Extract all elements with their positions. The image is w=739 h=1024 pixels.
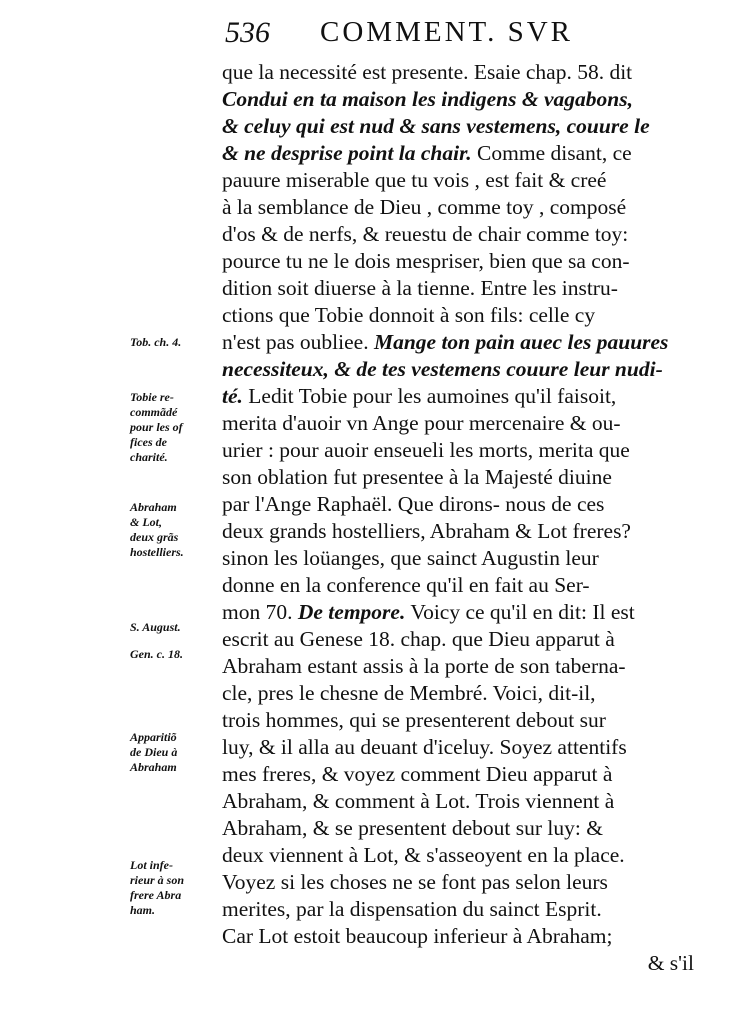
margin-note <box>130 335 222 350</box>
text-segment: Abraham estant assis à la porte de son taberna- <box>222 654 626 678</box>
text-line <box>222 437 694 464</box>
text-line <box>222 788 694 815</box>
text-segment: luy, & il alla au deuant d'iceluy. Soyez attentifs <box>222 735 627 759</box>
text-segment: mon 70. <box>222 600 298 624</box>
margin-note-line: & Lot, <box>130 515 162 529</box>
margin-note-line: de Dieu à <box>130 745 178 759</box>
italic-segment: De tempore. <box>297 600 406 624</box>
text-line <box>222 599 694 626</box>
text-segment: pauure miserable que tu vois , est fait & creé <box>222 168 607 192</box>
text-segment: dition soit diuerse à la tienne. Entre les instru- <box>222 276 618 300</box>
text-segment: Voicy ce qu'il en dit: Il est <box>405 600 635 624</box>
italic-segment: necessiteux, & de tes vestemens couure leur nudi- <box>222 357 663 381</box>
text-segment: que la necessité est presente. Esaie chap. 58. dit <box>222 60 633 84</box>
text-line <box>222 356 694 383</box>
margin-note <box>130 390 222 465</box>
catchword: & s'il <box>647 951 694 975</box>
text-segment: urier : pour auoir enseueli les morts, merita que <box>222 438 630 462</box>
text-line <box>222 869 694 896</box>
text-line <box>222 59 694 86</box>
text-line <box>222 491 694 518</box>
margin-note-line: Tob. ch. 4. <box>130 335 182 349</box>
text-line <box>222 707 694 734</box>
margin-note-line: Tobie re- <box>130 390 174 404</box>
margin-note <box>130 620 222 635</box>
text-line <box>222 410 694 437</box>
margin-note-line: frere Abra <box>130 888 182 902</box>
margin-note-line: Abraham <box>130 500 177 514</box>
running-title: COMMENT. SVR <box>320 16 573 48</box>
italic-segment: té. <box>222 384 243 408</box>
margin-note <box>130 858 222 918</box>
margin-note-line: S. August. <box>130 620 181 634</box>
text-segment: Voyez si les choses ne se font pas selon leurs <box>222 870 608 894</box>
margin-note-line: fices de <box>130 435 167 449</box>
text-segment: mes freres, & voyez comment Dieu apparut à <box>222 762 613 786</box>
text-line <box>222 194 694 221</box>
margin-note-line: charité. <box>130 450 168 464</box>
margin-note-line: Apparitiõ <box>130 730 177 744</box>
text-line <box>222 518 694 545</box>
italic-segment: & celuy qui est nud & sans vestemens, couure le <box>222 114 650 138</box>
text-line <box>222 896 694 923</box>
text-line <box>222 113 694 140</box>
margin-note-line: Abraham <box>130 760 177 774</box>
text-segment: sinon les loüanges, que sainct Augustin leur <box>222 546 599 570</box>
text-line <box>222 302 694 329</box>
text-line <box>222 680 694 707</box>
margin-note-line: ham. <box>130 903 156 917</box>
text-segment: merita d'auoir vn Ange pour mercenaire & ou- <box>222 411 621 435</box>
text-line <box>222 734 694 761</box>
text-segment: trois hommes, qui se presenterent debout sur <box>222 708 606 732</box>
margin-note <box>130 647 222 662</box>
text-line <box>222 572 694 599</box>
page-number: 536 <box>225 16 270 49</box>
text-segment: deux viennent à Lot, & s'asseoyent en la place. <box>222 843 625 867</box>
text-segment: donne en la conference qu'il en fait au Ser- <box>222 573 590 597</box>
text-line <box>222 167 694 194</box>
text-line <box>222 464 694 491</box>
text-segment: deux grands hostelliers, Abraham & Lot freres? <box>222 519 631 543</box>
margin-note <box>130 500 222 560</box>
italic-segment: & ne desprise point la chair. <box>222 141 472 165</box>
text-line <box>222 653 694 680</box>
margin-note-line: deux grãs <box>130 530 179 544</box>
italic-segment: Condui en ta maison les indigens & vagabons, <box>222 87 633 111</box>
text-segment: son oblation fut presentee à la Majesté diuine <box>222 465 612 489</box>
text-segment: Car Lot estoit beaucoup inferieur à Abraham; <box>222 924 613 948</box>
text-line <box>222 329 694 356</box>
text-segment: Comme disant, ce <box>471 141 632 165</box>
margin-note-line: pour les of <box>130 420 183 434</box>
text-segment: n'est pas oubliee. <box>222 330 374 354</box>
margin-note <box>130 730 222 775</box>
text-segment: pource tu ne le dois mespriser, bien que sa con- <box>222 249 630 273</box>
text-line <box>222 626 694 653</box>
text-line <box>222 761 694 788</box>
text-segment: à la semblance de Dieu , comme toy , composé <box>222 195 627 219</box>
text-line <box>222 383 694 410</box>
text-line <box>222 221 694 248</box>
text-segment: Abraham, & comment à Lot. Trois viennent à <box>222 789 615 813</box>
text-line <box>222 86 694 113</box>
text-line <box>222 815 694 842</box>
margin-note-line: Lot infe- <box>130 858 173 872</box>
margin-note-line: hostelliers. <box>130 545 184 559</box>
text-segment: cle, pres le chesne de Membré. Voici, dit-il, <box>222 681 596 705</box>
text-segment: escrit au Genese 18. chap. que Dieu apparut à <box>222 627 615 651</box>
text-line <box>222 842 694 869</box>
text-segment: ctions que Tobie donnoit à son fils: celle cy <box>222 303 596 327</box>
text-line <box>222 545 694 572</box>
italic-segment: Mange ton pain auec les pauures <box>373 330 669 354</box>
text-segment: merites, par la dispensation du sainct Esprit. <box>222 897 602 921</box>
text-segment: par l'Ange Raphaël. Que dirons- nous de ces <box>222 492 605 516</box>
text-segment: d'os & de nerfs, & reuestu de chair comme toy: <box>222 222 629 246</box>
text-segment: Ledit Tobie pour les aumoines qu'il faisoit, <box>242 384 617 408</box>
text-line <box>222 248 694 275</box>
text-line <box>222 275 694 302</box>
margin-note-line: Gen. c. 18. <box>130 647 183 661</box>
body-text <box>222 59 694 977</box>
margin-note-line: rieur à son <box>130 873 185 887</box>
margin-note-line: commãdé <box>130 405 178 419</box>
text-line <box>222 140 694 167</box>
text-segment: Abraham, & se presentent debout sur luy: & <box>222 816 603 840</box>
text-line <box>222 923 694 950</box>
